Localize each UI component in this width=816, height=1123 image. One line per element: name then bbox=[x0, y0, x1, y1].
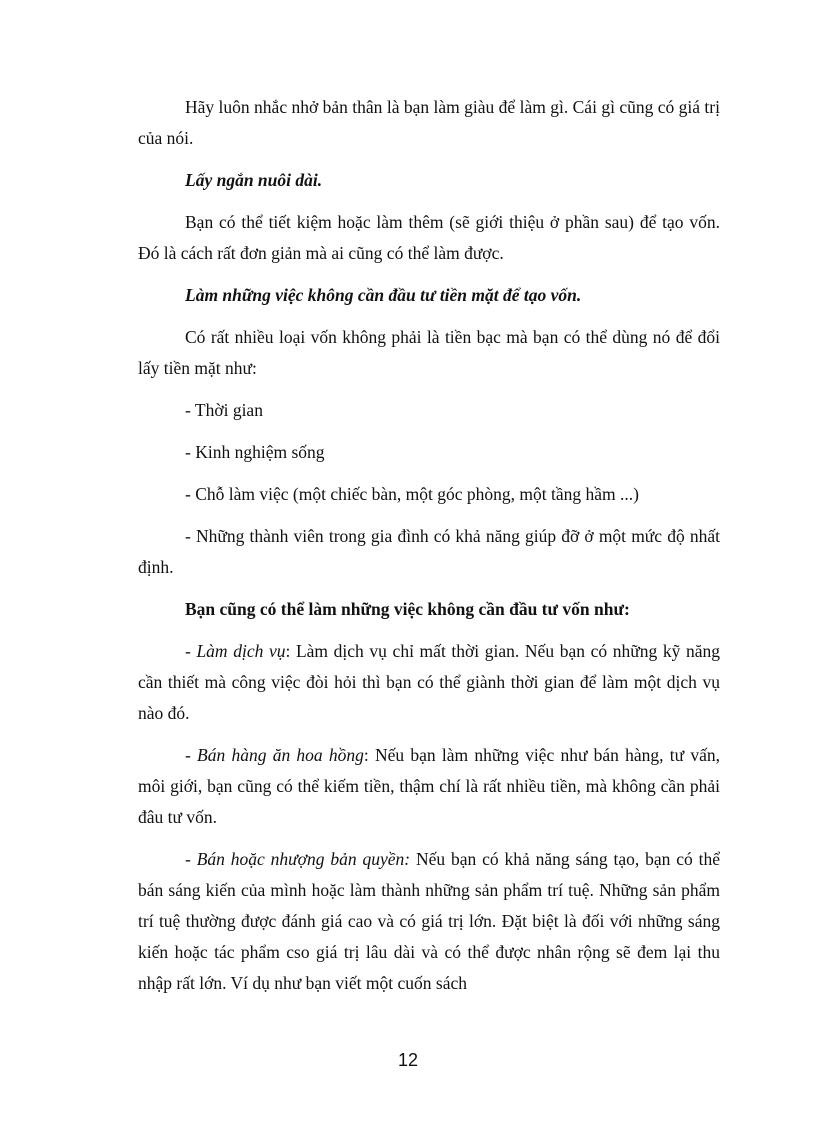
list-item: - Thời gian bbox=[185, 400, 263, 420]
paragraph: Bạn có thể tiết kiệm hoặc làm thêm (sẽ giới thiệu ở phần sau) để tạo vốn. Đó là cách rất đơn giản mà ai cũng có thể làm được. bbox=[138, 212, 720, 263]
page-number: 12 bbox=[397, 1050, 419, 1070]
term-label: - Làm dịch vụ bbox=[185, 641, 286, 661]
paragraph-text: Nếu bạn có khả năng sáng tạo, bạn có thể bán sáng kiến của mình hoặc làm thành những sản phẩm trí tuệ. Những sản phẩm trí tuệ thường được đánh giá cao và có giá trị lớn. Đặt biệt là đối với những sáng kiến hoặc tác phẩm cso giá trị lâu dài và có thể được nhân rộng sẽ đem lại thu nhập rất lớn. Ví dụ như bạn viết một cuốn sách bbox=[138, 849, 720, 993]
list-item: - Kinh nghiệm sống bbox=[185, 442, 325, 462]
paragraph-text: : Nếu bạn làm những việc như bán hàng, tư vấn, môi giới, bạn cũng có thể kiếm tiền, thậm chí là rất nhiều tiền, mà không cần phải đâu tư vốn. bbox=[138, 745, 720, 827]
term-label: - Bán hoặc nhượng bản quyền: bbox=[185, 849, 411, 869]
paragraph: Hãy luôn nhắc nhở bản thân là bạn làm giàu để làm gì. Cái gì cũng có giá trị của nói. bbox=[138, 97, 720, 148]
list-item: - Những thành viên trong gia đình có khả năng giúp đỡ ở một mức độ nhất định. bbox=[138, 526, 720, 577]
paragraph-text: : Làm dịch vụ chỉ mất thời gian. Nếu bạn có những kỹ năng cần thiết mà công việc đòi hỏi thì bạn có thể giành thời gian để làm một dịch vụ nào đó. bbox=[138, 641, 720, 723]
page-body bbox=[138, 92, 720, 1010]
paragraph bbox=[138, 636, 720, 729]
paragraph bbox=[138, 844, 720, 999]
paragraph: Có rất nhiều loại vốn không phải là tiền bạc mà bạn có thể dùng nó để đổi lấy tiền mặt như: bbox=[138, 327, 720, 378]
list-item: - Chỗ làm việc (một chiếc bàn, một góc phòng, một tầng hầm ...) bbox=[185, 484, 639, 504]
section-heading: Bạn cũng có thể làm những việc không cần đầu tư vốn như: bbox=[185, 599, 630, 619]
term-label: - Bán hàng ăn hoa hồng bbox=[185, 745, 364, 765]
section-heading: Làm những việc không cần đầu tư tiền mặt để tạo vốn. bbox=[185, 285, 582, 305]
paragraph bbox=[138, 740, 720, 833]
section-heading: Lấy ngắn nuôi dài. bbox=[185, 170, 323, 190]
